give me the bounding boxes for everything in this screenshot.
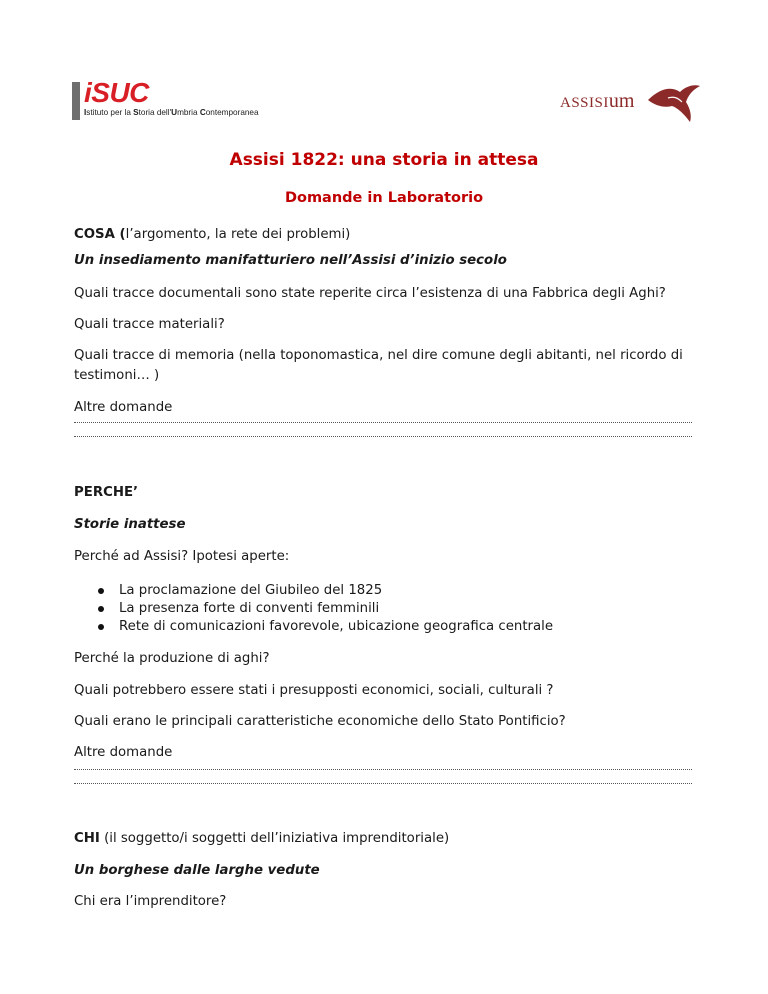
page-title: Assisi 1822: una storia in attesa bbox=[229, 150, 539, 170]
chi-theme: Un borghese dalle larghe vedute bbox=[74, 863, 320, 878]
perche-question-1: Perché la produzione di aghi? bbox=[74, 651, 270, 666]
cosa-heading: COSA (l’argomento, la rete dei problemi) bbox=[74, 227, 351, 242]
hypotheses-list bbox=[74, 582, 553, 636]
chi-heading: CHI (il soggetto/i soggetti dell’iniziativa imprenditoriale) bbox=[74, 831, 450, 846]
assisium-logo-wordmark: ASSISIum bbox=[560, 90, 635, 112]
isuc-logo-wordmark: iSUC bbox=[84, 77, 149, 108]
answer-line bbox=[74, 769, 692, 770]
isuc-logo bbox=[72, 77, 292, 120]
isuc-logo-subtitle: Istituto per la Storia dell'Umbria Contemporanea bbox=[84, 108, 259, 117]
bullet-icon bbox=[98, 606, 104, 612]
bird-icon bbox=[646, 82, 702, 124]
isuc-logo-bar bbox=[72, 82, 80, 120]
perche-question-2: Quali potrebbero essere stati i presupposti economici, sociali, culturali ? bbox=[74, 683, 554, 698]
cosa-theme: Un insediamento manifatturiero nell’Assisi d’inizio secolo bbox=[74, 253, 507, 268]
perche-theme: Storie inattese bbox=[74, 517, 186, 532]
list-item: La proclamazione del Giubileo del 1825 bbox=[74, 582, 553, 600]
assisium-logo bbox=[560, 82, 700, 122]
page-subtitle: Domande in Laboratorio bbox=[284, 190, 484, 206]
chi-question-1: Chi era l’imprenditore? bbox=[74, 894, 227, 909]
perche-heading: PERCHE’ bbox=[74, 485, 139, 500]
bullet-icon bbox=[98, 588, 104, 594]
cosa-question-3-line-1: Quali tracce di memoria (nella toponomastica, nel dire comune degli abitanti, nel ricordo di bbox=[74, 348, 683, 363]
cosa-question-1: Quali tracce documentali sono state reperite circa l’esistenza di una Fabbrica degli Aghi? bbox=[74, 286, 666, 301]
list-item: Rete di comunicazioni favorevole, ubicazione geografica centrale bbox=[74, 618, 553, 636]
cosa-question-2: Quali tracce materiali? bbox=[74, 317, 225, 332]
cosa-question-3-line-2: testimoni… ) bbox=[74, 368, 160, 383]
bullet-icon bbox=[98, 624, 104, 630]
perche-question-3: Quali erano le principali caratteristiche economiche dello Stato Pontificio? bbox=[74, 714, 566, 729]
perche-intro: Perché ad Assisi? Ipotesi aperte: bbox=[74, 549, 290, 564]
answer-line bbox=[74, 422, 692, 423]
perche-other-questions: Altre domande bbox=[74, 745, 173, 760]
list-item: La presenza forte di conventi femminili bbox=[74, 600, 553, 618]
cosa-other-questions: Altre domande bbox=[74, 400, 173, 415]
answer-line bbox=[74, 783, 692, 784]
answer-line bbox=[74, 436, 692, 437]
